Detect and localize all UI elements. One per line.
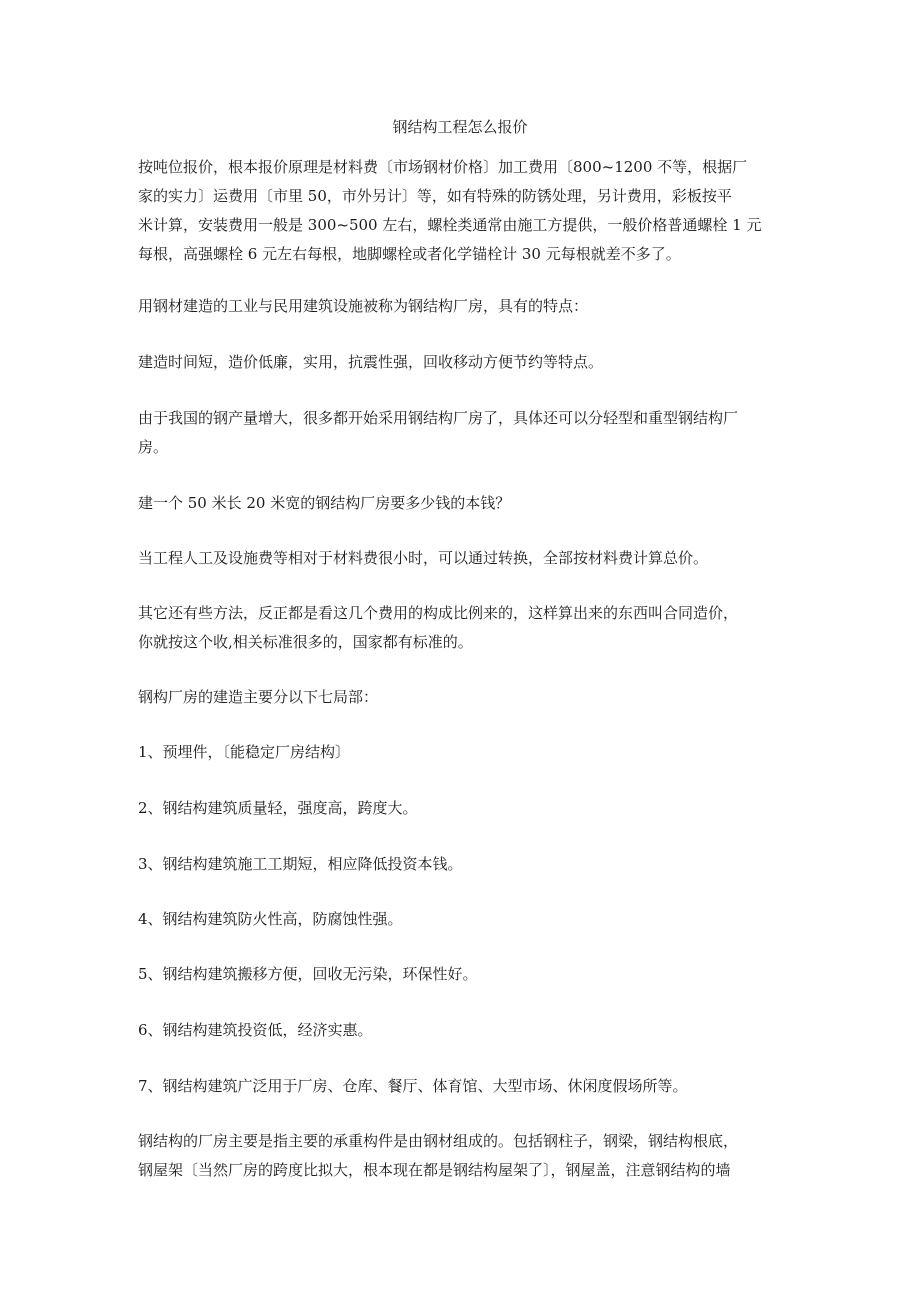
document-title: 钢结构工程怎么报价 xyxy=(392,118,528,136)
list-item-1 xyxy=(138,738,788,767)
list-item-2 xyxy=(138,794,788,823)
text-line: 6、钢结构建筑投资低，经济实惠。 xyxy=(138,1021,373,1039)
paragraph-question xyxy=(138,489,788,518)
text-line: 家的实力〕运费用〔市里 50，市外另计〕等，如有特殊的防锈处理，另计费用，彩板按平 xyxy=(138,187,732,205)
text-line: 建一个 50 米长 20 米宽的钢结构厂房要多少钱的本钱？ xyxy=(138,494,511,512)
paragraph-pricing xyxy=(138,153,788,269)
text-line: 用钢材建造的工业与民用建筑设施被称为钢结构厂房，具有的特点： xyxy=(138,297,589,315)
list-item-3 xyxy=(138,850,788,879)
list-item-7 xyxy=(138,1072,788,1101)
text-line: 钢屋架〔当然厂房的跨度比拟大，根本现在都是钢结构屋架了〕，钢屋盖，注意钢结构的墙 xyxy=(138,1161,731,1179)
text-line: 2、钢结构建筑质量轻，强度高，跨度大。 xyxy=(138,799,418,817)
paragraph-other-methods xyxy=(138,599,788,657)
text-line: 3、钢结构建筑施工工期短，相应降低投资本钱。 xyxy=(138,855,463,873)
list-item-6 xyxy=(138,1016,788,1045)
text-line: 由于我国的钢产量增大，很多都开始采用钢结构厂房了，具体还可以分轻型和重型钢结构厂 xyxy=(138,409,739,427)
text-line: 按吨位报价，根本报价原理是材料费〔市场钢材价格〕加工费用〔800~1200 不等，根据厂 xyxy=(138,158,748,176)
text-line: 7、钢结构建筑广泛用于厂房、仓库、餐厅、体育馆、大型市场、休闲度假场所等。 xyxy=(138,1077,688,1095)
list-item-4 xyxy=(138,905,788,934)
text-line: 当工程人工及设施费等相对于材料费很小时，可以通过转换，全部按材料费计算总价。 xyxy=(138,549,709,567)
text-line: 米计算，安装费用一般是 300~500 左右，螺栓类通常由施工方提供，一般价格普通螺栓 1 元 xyxy=(138,216,762,234)
paragraph-conversion xyxy=(138,544,788,573)
paragraph-features xyxy=(138,348,788,377)
text-line: 每根，高强螺栓 6 元左右每根，地脚螺栓或者化学锚栓计 30 元每根就差不多了。 xyxy=(138,245,681,263)
list-item-5 xyxy=(138,960,788,989)
text-line: 4、钢结构建筑防火性高，防腐蚀性强。 xyxy=(138,910,403,928)
text-line: 钢构厂房的建造主要分以下七局部： xyxy=(138,688,379,706)
paragraph-steel-output xyxy=(138,404,788,462)
text-line: 5、钢结构建筑搬移方便，回收无污染，环保性好。 xyxy=(138,965,478,983)
text-line: 钢结构的厂房主要是指主要的承重构件是由钢材组成的。包括钢柱子，钢梁，钢结构根底， xyxy=(138,1132,739,1150)
text-line: 建造时间短，造价低廉，实用，抗震性强，回收移动方便节约等特点。 xyxy=(138,353,604,371)
paragraph-structure xyxy=(138,1127,788,1185)
text-line: 其它还有些方法，反正都是看这几个费用的构成比例来的，这样算出来的东西叫合同造价， xyxy=(138,604,739,622)
text-line: 1、预埋件，〔能稳定厂房结构〕 xyxy=(138,743,351,761)
text-line: 房。 xyxy=(138,438,169,456)
paragraph-seven-parts xyxy=(138,683,788,712)
paragraph-definition xyxy=(138,292,788,321)
text-line: 你就按这个收,相关标准很多的，国家都有标准的。 xyxy=(138,633,473,651)
